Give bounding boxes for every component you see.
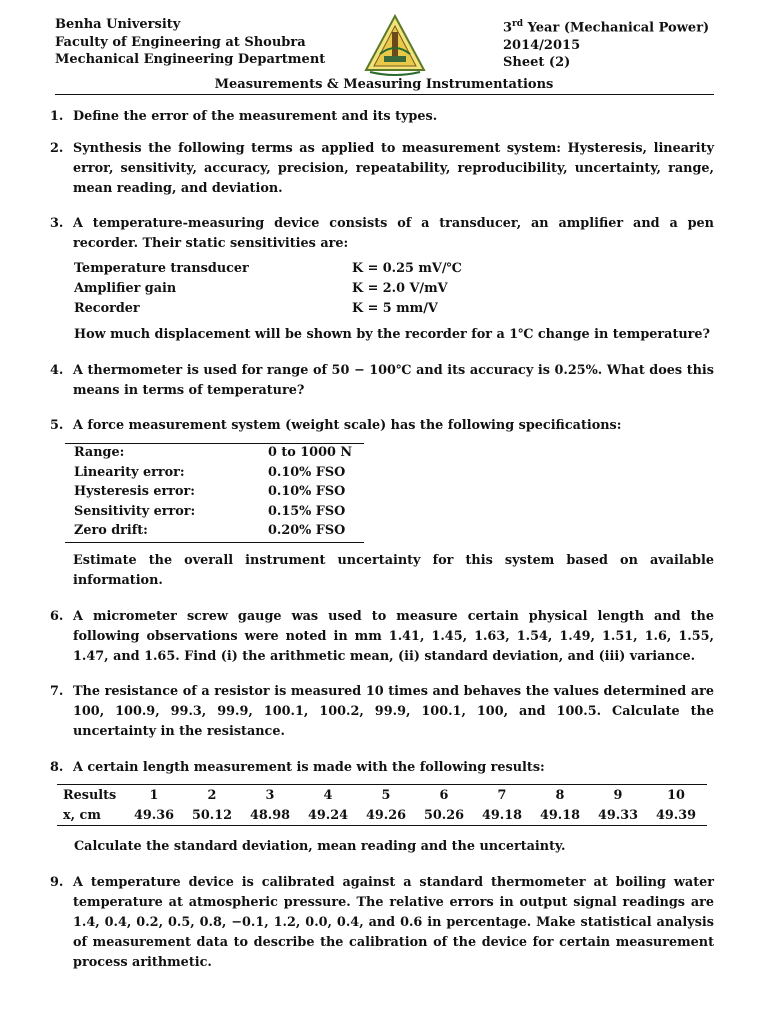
sheet-label: Sheet (2) — [503, 55, 571, 71]
sensitivity-value: K = 5 mm/V — [352, 301, 438, 316]
table-row — [65, 444, 364, 464]
header-cell: 4 — [323, 787, 333, 803]
university-name: Benha University — [55, 17, 181, 32]
header-cell: 2 — [207, 787, 217, 803]
question-number: 9. — [50, 875, 64, 890]
spec-label: Hysteresis error: — [74, 484, 196, 499]
session-label: 2014/2015 — [503, 37, 581, 53]
value-cell: 49.36 — [133, 807, 175, 823]
header-cell: 1 — [149, 787, 159, 803]
year-suffix: rd — [512, 19, 524, 29]
question-number: 5. — [50, 418, 64, 433]
spec-label: Linearity error: — [74, 464, 185, 480]
header-cell: 5 — [381, 787, 391, 803]
question-9 — [50, 873, 714, 973]
spec-value: 0.15% FSO — [268, 503, 346, 519]
specifications-table — [65, 443, 364, 543]
header-cell: Results — [63, 787, 117, 803]
question-number: 7. — [50, 684, 64, 699]
header-cell: 6 — [439, 787, 449, 803]
header-cell: 9 — [613, 787, 623, 803]
sensitivity-label: Temperature transducer — [74, 261, 249, 276]
department-name: Mechanical Engineering Department — [55, 52, 326, 67]
question-1 — [50, 107, 714, 127]
header-cell: 8 — [555, 787, 565, 803]
university-logo-icon — [362, 12, 428, 78]
question-text: A micrometer screw gauge was used to measure certain physical length and the following observations were noted in mm 1.41, 1.45, 1.63, 1.54, 1.49, 1.51, 1.6, 1.55, 1.47, and 1.65. Find (i) the arithmetic mean, (ii) standard deviation, and (iii) variance. — [73, 609, 714, 664]
value-cell: 50.26 — [423, 807, 465, 823]
question-5 — [50, 416, 714, 436]
question-number: 4. — [50, 363, 64, 378]
header-cell: 10 — [667, 787, 685, 803]
question-text: Synthesis the following terms as applied to measurement system: Hysteresis, linearity error, sensitivity, accuracy, precision, repeatability, reproducibility, uncertainty, range, mean reading, and deviation. — [73, 141, 714, 196]
spec-label: Sensitivity error: — [74, 503, 196, 519]
question-8-followup: Calculate the standard deviation, mean reading and the uncertainty. — [74, 839, 566, 854]
year-number: 3 — [503, 20, 513, 36]
spec-value: 0.20% FSO — [268, 523, 346, 538]
value-cell: 50.12 — [191, 807, 233, 823]
question-text: A temperature device is calibrated against a standard thermometer at boiling water temperature at atmospheric pressure. The relative errors in output signal readings are 1.4, 0.4, 0.2, 0.5, 0.8, −0.1, 1.2, 0.0, 0.4, and 0.6 in percentage. Make statistical analysis of measurement data to describe the calibration of the device for certain measurement process arithmetic. — [73, 875, 714, 970]
table-row — [57, 805, 707, 825]
question-number: 8. — [50, 760, 64, 775]
value-cell: 48.98 — [249, 807, 291, 823]
value-cell: 49.26 — [365, 807, 407, 823]
question-text: The resistance of a resistor is measured 10 times and behaves the values determined are 100, 100.9, 99.3, 99.9, 100.1, 100.2, 99.9, 100.1, 100, and 100.5. Calculate the uncertainty in the resistance. — [73, 684, 714, 739]
title-divider — [55, 94, 714, 95]
year-program: Year (Mechanical Power) — [523, 20, 710, 36]
header-cell: 3 — [265, 787, 275, 803]
question-text: A thermometer is used for range of 50 − 100℃ and its accuracy is 0.25%. What does this means in terms of temperature? — [73, 363, 714, 398]
question-number: 1. — [50, 109, 64, 124]
sensitivity-label: Amplifier gain — [74, 281, 177, 296]
question-text: A temperature-measuring device consists of a transducer, an amplifier and a pen recorder. Their static sensitivities are: — [73, 216, 714, 251]
table-row — [65, 483, 364, 503]
question-number: 3. — [50, 216, 64, 231]
value-cell: 49.18 — [481, 807, 523, 823]
question-7 — [50, 682, 714, 742]
value-cell: 49.24 — [307, 807, 349, 823]
value-cell: 49.39 — [655, 807, 697, 823]
question-number: 6. — [50, 609, 64, 624]
question-text: A certain length measurement is made with the following results: — [73, 760, 545, 775]
sensitivity-value: K = 0.25 mV/℃ — [352, 261, 462, 276]
table-row — [65, 464, 364, 484]
question-4 — [50, 361, 714, 401]
question-2 — [50, 139, 714, 199]
sensitivity-values — [352, 259, 462, 319]
faculty-name: Faculty of Engineering at Shoubra — [55, 34, 306, 50]
page-title: Measurements & Measuring Instrumentations — [214, 77, 554, 92]
spec-value: 0 to 1000 N — [268, 445, 353, 460]
header-cell: 7 — [497, 787, 507, 803]
table-row — [65, 522, 364, 542]
spec-label: Range: — [74, 445, 125, 460]
question-text: Define the error of the measurement and its types. — [73, 109, 438, 124]
sensitivity-label: Recorder — [74, 301, 140, 316]
question-6 — [50, 607, 714, 667]
sensitivity-value: K = 2.0 V/mV — [352, 281, 448, 296]
spec-value: 0.10% FSO — [268, 464, 346, 480]
table-row — [65, 503, 364, 523]
year-label — [503, 16, 709, 37]
question-text: A force measurement system (weight scale) has the following specifications: — [73, 418, 622, 433]
question-number: 2. — [50, 141, 64, 156]
institution-block — [55, 16, 325, 69]
course-info-block — [503, 16, 709, 72]
question-3-followup: How much displacement will be shown by the recorder for a 1℃ change in temperature? — [74, 327, 711, 342]
sensitivity-labels — [74, 259, 249, 319]
followup-text: Estimate the overall instrument uncertainty for this system based on available information. — [73, 553, 714, 588]
table-header-row — [57, 785, 707, 805]
results-table — [57, 784, 707, 826]
question-5-followup — [73, 551, 714, 591]
spec-value: 0.10% FSO — [268, 484, 346, 499]
value-cell: 49.18 — [539, 807, 581, 823]
row-label: x, cm — [63, 807, 101, 823]
question-8 — [50, 758, 714, 778]
value-cell: 49.33 — [597, 807, 639, 823]
question-3 — [50, 214, 714, 254]
spec-label: Zero drift: — [74, 523, 148, 538]
